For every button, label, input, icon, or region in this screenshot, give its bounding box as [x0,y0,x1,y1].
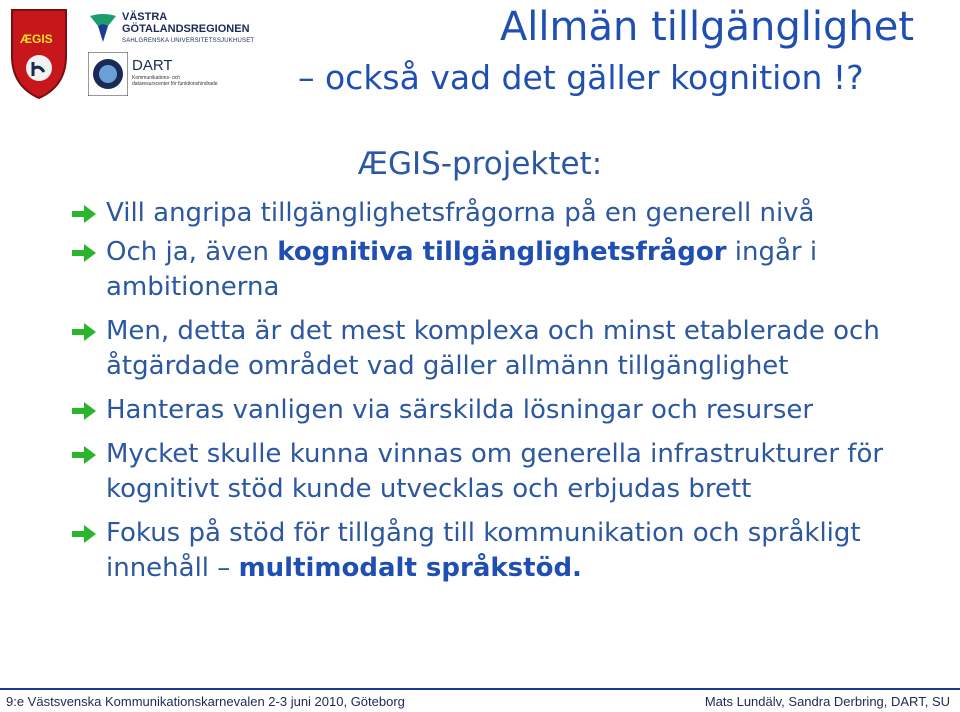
section-heading: ÆGIS-projektet: [357,146,603,182]
vgr-logo [88,12,268,48]
footer-right-text: Mats Lundälv, Sandra Derbring, DART, SU [704,694,950,709]
green-right-arrow-icon [70,203,98,225]
bullet-text: Fokus på stöd för tillgång till kommunikation och språkligt innehåll – [106,518,861,583]
vgr-line2: GÖTALANDSREGIONEN [122,23,250,35]
aegis-logo [6,6,72,102]
vgr-line3: SAHLGRENSKA UNIVERSITETSSJUKHUSET [122,38,255,44]
footer-divider [0,688,960,690]
bullet-item [70,235,950,305]
slide-subtitle: – också vad det gäller kognition !? [298,58,864,97]
bullet-bold-text: multimodalt språkstöd. [238,553,582,583]
dart-title: DART [132,57,173,74]
bullet-text: Och ja, även [106,237,278,267]
bullet-list [70,196,950,595]
footer-left-text: 9:e Västsvenska Kommunikationskarnevalen 2-3 juni 2010, Göteborg [6,694,405,709]
bullet-text: Hanteras vanligen via särskilda lösningar och resurser [106,395,814,425]
green-right-arrow-icon [70,523,98,545]
bullet-item [70,314,950,384]
bullet-item [70,196,950,231]
bullet-item [70,393,950,428]
dart-sub2: dataresurscenter för funktionshindrade [132,81,218,87]
dart-sub1: Kommunikations- och [132,75,181,81]
green-right-arrow-icon [70,321,98,343]
bullet-text: ingår i ambitionerna [106,237,818,302]
bullet-text: Mycket skulle kunna vinnas om generella infrastrukturer för kognitivt stöd kunde utvecklas och erbjudas brett [106,439,884,504]
bullet-text: Men, detta är det mest komplexa och minst etablerade och åtgärdade området vad gäller allmänn tillgänglighet [106,316,880,381]
bullet-bold-text: kognitiva tillgänglighetsfrågor [277,237,727,267]
aegis-logo-text: ÆGIS [20,32,53,46]
bullet-item [70,516,950,586]
slide-title: Allmän tillgänglighet [499,4,914,50]
green-right-arrow-icon [70,242,98,264]
green-right-arrow-icon [70,400,98,422]
bullet-text: Vill angripa tillgänglighetsfrågorna på en generell nivå [106,198,815,228]
dart-logo [88,52,268,96]
green-right-arrow-icon [70,444,98,466]
bullet-item [70,437,950,507]
vgr-line1: VÄSTRA [122,11,168,23]
